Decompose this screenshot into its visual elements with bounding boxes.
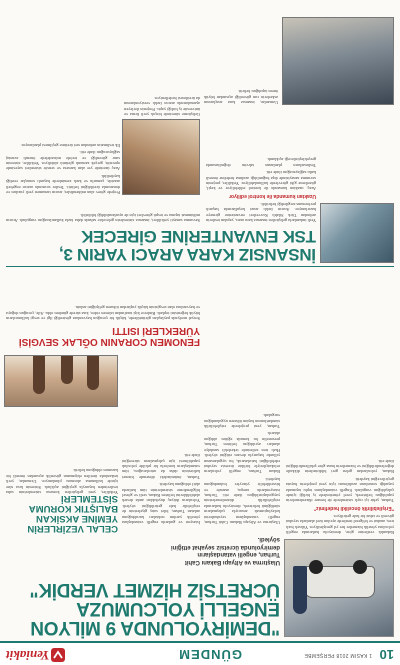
article-column: Sosyal medyada paylaşılan görüntülerde, küçük bir çocuğun hayvanlara gösterdiği ilgi ve sevgi kullanıcıların büyük beğenisini topladı. Binlerce kişi tarafından izlenen video, kısa sürede gündem oldu. Aile, çocuğun doğaya ve hayvanlara olan sevgisinin küçük yaşlardan itibaren geliştiğini anlattı. xyxy=(6,305,200,321)
headline-line: ENGELLİ YOLCUMUZA xyxy=(76,598,280,619)
side-headline: CELAL VEZİRLERİN YEMİNE AKSİKAN BALIŞTIK KORUMA SİSTEMLERİ xyxy=(27,493,118,534)
article-column: Savunma sanayii yetkilileri, insansız sistemlerin gelecekte sahada daha fazla kullanılacağını vurguladı. Aracın mühimmat taşıma ve tespit görevleri için de uyarlanabildiği bildirildi. xyxy=(6,212,200,223)
article-column: İstasyon ve garlarda engelli vatandaşlara yönelik yardım noktaları kurulduğunu anlatan Turhan, bilet satış gişelerinin de erişilebilir hale getirildiğini söyledi. Yolcuların ihtiyaç duydukları anda destek alabildiklerini belirten Bakan, sesli ve görsel bilgilendirme sistemlerinin tüm hatlarda aktif olduğunu kaydetti. Turhan, önümüzdeki dönemde hizmet kalitesinin daha da artırılacağını, tüm vatandaşların konforlu bir şekilde yolculuk yapabilmesi için çalışmaların süreceğini ifade etti. xyxy=(122,453,200,525)
article-column: Yetkililer, yeni geliştirilen koruma sistemlerinin saha testlerinden başarıyla geçtiğini açıkladı. Sistemin kısa süre içinde kullanıma alınması planlanıyor. Uzmanlar, yerli imkanlarla üretilen ekipmanın güvenlik açısından önemli bir kazanım olduğunu belirtti. xyxy=(6,468,118,495)
headline-line: İNSANSIZ KARA ARACI YARIN 3, xyxy=(59,245,316,264)
soldier-photo xyxy=(122,119,200,195)
person-shape xyxy=(87,356,99,390)
masthead xyxy=(0,641,400,665)
side-headline-secondary: FENOMEN CORANIN OĞLAK SEVGİSİ YÜREKLERİ ISITTI xyxy=(18,325,200,347)
story-subdeck: Ulaştırma ve Altyapı Bakanı Cahit Turhan, engelli vatandaşların demiryolunda ücretsiz seyahat ettiğini söyledi. xyxy=(170,536,280,565)
newspaper-logo xyxy=(6,647,65,663)
person-shape xyxy=(293,566,307,614)
article-column: Geliştirme sürecinde birçok yerli firma ve üniversite iş birliği yaptı. Projenin ilerleyen aşamalarında aracın farklı versiyonlarının da üretilmesi hedefleniyor. xyxy=(124,95,200,117)
date-line: 1 KASIM 2018 PERŞEMBE xyxy=(304,652,372,658)
article-column: Uzmanlar, insansız kara araçlarının askerlerin can güvenliği açısından büyük önem taşıdığını belirtti. xyxy=(204,89,278,105)
main-headline xyxy=(8,580,280,637)
article-column: Projede görev alan mühendisler, aracın tamamen yerli yazılım ve donanımla üretildiğini belirtti. Testler sırasında aracın engebeli arazide, çamurlu ve karlı zeminlerde başarılı sonuçlar verdiği kaydedildi. Araç üzerinde yer alan kamera ve sensör sistemleri sayesinde operatör, gerçek zamanlı görüntü alabiliyor. Yetkililer, sistemin sınır güvenliği ve terörle mücadelede önemli avantaj sağlayacağını ifade etti. İlk teslimatın ardından seri üretime geçilmesi planlanıyor. xyxy=(6,142,120,195)
wheel-shape xyxy=(353,560,367,574)
page-number: 10 xyxy=(379,647,394,662)
logo-text: Yeniakit xyxy=(6,648,50,663)
section-divider xyxy=(6,266,394,267)
pull-quote: "Erişilebilirlik öncelikli hedefimiz" xyxy=(313,505,394,512)
article-column: Yerli imkanlarla geliştirilen insansız kara aracı, yapılan testlerin ardından Türk Silahlı Kuvvetleri envanterine girmeye hazırlanıyor. Aracın farklı arazi koşullarında başarılı performans sergilediği belirtildi. Uzaktan kumanda ile kontrol ediliyor Araç, uzaktan kumanda ile kontrol edilebiliyor ve keşif, gözetleme gibi görevlerde kullanılabiliyor. Yetkililer, projenin savunma sanayisinde dışa bağımlılığı azaltma hedefine önemli katkı sağlayacağını ifade etti. Teslimatların planlanan takvim doğrultusunda gerçekleştirileceği açıklandı. xyxy=(206,157,316,223)
headline-line: ÜCRETSİZ HİZMET VERDİK" xyxy=(29,579,280,600)
headline-line: "DEMİRYOLUNDA 9 MİLYON xyxy=(30,617,280,638)
wheel-shape xyxy=(309,560,323,574)
train-station-photo xyxy=(284,539,394,637)
section-title: GÜNDEM xyxy=(178,647,242,662)
article-column: Bakanlık verilerine göre, demiryolu hatlarında engelli yolculara yönelik hizmetler her yıl genişletiliyor. Yüksek hızlı tren, anahat ve bölgesel trenlerde ayrılan özel alanlarla seyahat güvenli ve rahat bir hale getiriliyor. "Erişilebilirlik öncelikli hedefimiz" Turhan, şehir içi raylı sistemlerde de benzer düzenlemelerin yapıldığını belirterek, yerel yönetimlerle iş birliği içinde çalışıldığını vurguladı. Engelli vatandaşların toplu taşımada yaşadığı sorunların azaltılması için yeni projelerin hayata geçirileceğini kaydetti. Bakan, yolculardan gelen geri bildirimlerin dikkatle değerlendirildiğini ve hizmetlerin buna göre şekillendirildiğini ifade etti. xyxy=(286,458,394,535)
person-shape xyxy=(61,356,73,384)
logo-mark-icon xyxy=(51,648,65,662)
unmanned-vehicle-photo xyxy=(320,203,394,263)
article-column: Ulaştırma ve Altyapı Bakanı Cahit Turhan, engelli vatandaşların seyahatlerini kolaylaştırmak amacıyla çalışmaların sürdüğünü belirterek, demiryolu hatlarında erişilebilirlik düzenlemelerinin yaygınlaştırıldığını ifade etti. Turhan, istasyonlarda rampa, asansör ve hissedilebilir yüzeyler bulunduğunu kaydetti. Bakan Turhan, engelli yolcuların refakatçileriyle birlikte ücretsiz seyahat edebildiğini hatırlatarak, bu uygulamanın yıllardır başarıyla devam ettiğini söyledi. Hızlı tren setlerinde tekerlekli sandalye alanları ayrıldığını belirten Turhan, personelin bu konuda eğitim aldığını aktardı. Turhan, yeni projelerde erişilebilirlik standartlarının baştan itibaren uygulandığını vurguladı. xyxy=(204,413,280,525)
person-shape xyxy=(33,356,45,394)
headline-line: TSK ENVANTERİNE GİRECEK xyxy=(81,227,316,246)
pull-quote: Uzaktan kumanda ile kontrol ediliyor xyxy=(229,193,316,200)
second-headline xyxy=(6,227,316,263)
military-vehicle-photo xyxy=(282,17,394,105)
family-photo xyxy=(4,355,118,407)
